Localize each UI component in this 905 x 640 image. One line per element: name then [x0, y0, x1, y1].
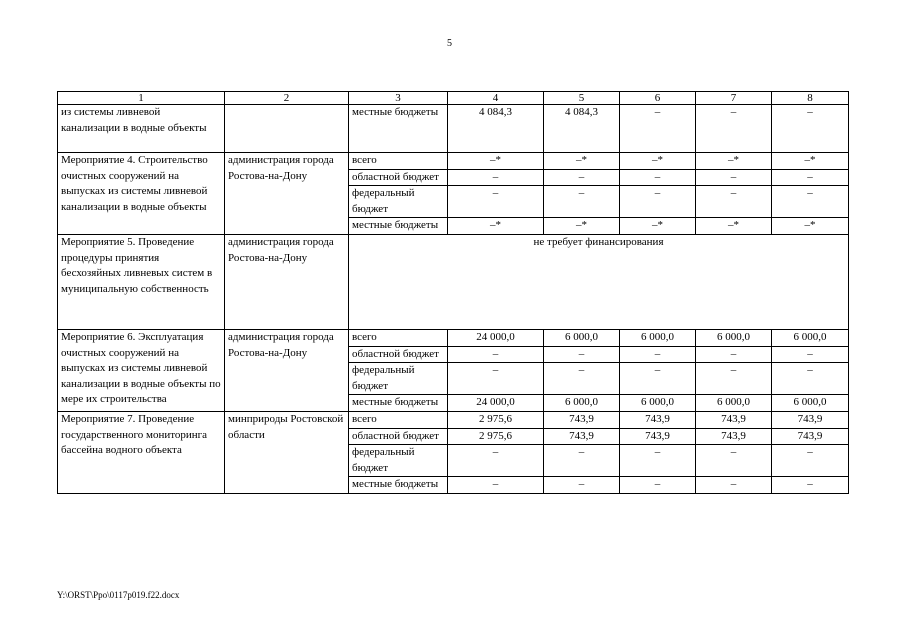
value-cell: – — [620, 477, 696, 494]
value-cell: 743,9 — [772, 428, 849, 445]
value-cell: 6 000,0 — [620, 395, 696, 412]
value-cell: –* — [696, 153, 772, 170]
funding-source: областной бюджет — [349, 428, 448, 445]
funding-source: местные бюджеты — [349, 395, 448, 412]
value-cell: – — [772, 445, 849, 477]
value-cell: – — [772, 363, 849, 395]
value-cell: –* — [772, 153, 849, 170]
header-cell: 7 — [696, 92, 772, 105]
value-cell: – — [620, 105, 696, 153]
value-cell: – — [448, 169, 544, 186]
value-cell: 6 000,0 — [772, 395, 849, 412]
value-cell: –* — [544, 218, 620, 235]
value-cell: 743,9 — [620, 428, 696, 445]
value-cell: 24 000,0 — [448, 395, 544, 412]
value-cell: 6 000,0 — [696, 395, 772, 412]
value-cell: 6 000,0 — [696, 329, 772, 346]
value-cell: – — [544, 363, 620, 395]
header-cell: 8 — [772, 92, 849, 105]
value-cell: 2 975,6 — [448, 411, 544, 428]
value-cell: 4 084,3 — [544, 105, 620, 153]
value-cell: – — [620, 363, 696, 395]
value-cell: –* — [620, 218, 696, 235]
funding-source: федеральный бюджет — [349, 445, 448, 477]
value-cell: 6 000,0 — [620, 329, 696, 346]
header-cell: 3 — [349, 92, 448, 105]
value-cell: – — [544, 186, 620, 218]
value-cell: 743,9 — [544, 411, 620, 428]
measure-6-name: Мероприятие 6. Эксплуатация очистных сооружений на выпусках из системы ливневой канализации в водные объекты по мере их строительства — [58, 329, 225, 411]
no-financing-note: не требует финансирования — [349, 234, 849, 329]
value-cell: – — [620, 186, 696, 218]
measure-7-name: Мероприятие 7. Проведение государственного мониторинга бассейна водного объекта — [58, 411, 225, 493]
value-cell: –* — [448, 153, 544, 170]
executor-cell — [225, 105, 349, 153]
funding-source: всего — [349, 153, 448, 170]
value-cell: – — [544, 169, 620, 186]
header-cell: 6 — [620, 92, 696, 105]
measure-5-name: Мероприятие 5. Проведение процедуры принятия бесхозяйных ливневых систем в муниципальную собственность — [58, 234, 225, 329]
value-cell: – — [448, 186, 544, 218]
value-cell: 743,9 — [772, 411, 849, 428]
value-cell: – — [696, 346, 772, 363]
measure-7-executor: минприроды Ростовской области — [225, 411, 349, 493]
value-cell: –* — [448, 218, 544, 235]
file-path-footer: Y:\ORST\Ppo\0117p019.f22.docx — [57, 590, 180, 600]
value-cell: –* — [696, 218, 772, 235]
value-cell: – — [544, 445, 620, 477]
value-cell: – — [696, 477, 772, 494]
funding-source: областной бюджет — [349, 169, 448, 186]
table-row — [58, 234, 849, 329]
value-cell: – — [620, 169, 696, 186]
value-cell: –* — [544, 153, 620, 170]
measure-5-executor: администрация города Ростова-на-Дону — [225, 234, 349, 329]
value-cell: – — [696, 105, 772, 153]
measure-name-continuation: из системы ливневой канализации в водные объекты — [58, 105, 225, 153]
value-cell: – — [772, 186, 849, 218]
value-cell: – — [448, 445, 544, 477]
value-cell: – — [772, 477, 849, 494]
value-cell: 743,9 — [696, 411, 772, 428]
value-cell: –* — [772, 218, 849, 235]
measure-4-executor: администрация города Ростова-на-Дону — [225, 153, 349, 235]
value-cell: – — [696, 363, 772, 395]
funding-source: местные бюджеты — [349, 105, 448, 153]
header-cell: 2 — [225, 92, 349, 105]
value-cell: – — [544, 346, 620, 363]
value-cell: 4 084,3 — [448, 105, 544, 153]
value-cell: 743,9 — [696, 428, 772, 445]
table-row — [58, 105, 849, 153]
value-cell: – — [772, 346, 849, 363]
funding-source: местные бюджеты — [349, 477, 448, 494]
value-cell: – — [448, 346, 544, 363]
header-cell: 1 — [58, 92, 225, 105]
value-cell: – — [772, 169, 849, 186]
header-cell: 5 — [544, 92, 620, 105]
value-cell: 6 000,0 — [544, 395, 620, 412]
table-row — [58, 329, 849, 346]
funding-source: федеральный бюджет — [349, 363, 448, 395]
funding-source: местные бюджеты — [349, 218, 448, 235]
value-cell: – — [696, 169, 772, 186]
financing-table — [57, 91, 849, 494]
measure-6-executor: администрация города Ростова-на-Дону — [225, 329, 349, 411]
funding-source: всего — [349, 411, 448, 428]
value-cell: 743,9 — [620, 411, 696, 428]
header-cell: 4 — [448, 92, 544, 105]
value-cell: –* — [620, 153, 696, 170]
page-number: 5 — [447, 38, 452, 49]
value-cell: 6 000,0 — [544, 329, 620, 346]
header-row — [58, 92, 849, 105]
table-row — [58, 153, 849, 170]
table-row — [58, 411, 849, 428]
value-cell: – — [448, 477, 544, 494]
value-cell: – — [696, 445, 772, 477]
value-cell: – — [620, 445, 696, 477]
value-cell: – — [696, 186, 772, 218]
value-cell: 743,9 — [544, 428, 620, 445]
value-cell: 2 975,6 — [448, 428, 544, 445]
value-cell: 6 000,0 — [772, 329, 849, 346]
funding-source: федеральный бюджет — [349, 186, 448, 218]
measure-4-name: Мероприятие 4. Строительство очистных сооружений на выпусках из системы ливневой канализации в водные объекты — [58, 153, 225, 235]
value-cell: – — [772, 105, 849, 153]
value-cell: – — [620, 346, 696, 363]
value-cell: 24 000,0 — [448, 329, 544, 346]
funding-source: областной бюджет — [349, 346, 448, 363]
funding-source: всего — [349, 329, 448, 346]
value-cell: – — [544, 477, 620, 494]
value-cell: – — [448, 363, 544, 395]
